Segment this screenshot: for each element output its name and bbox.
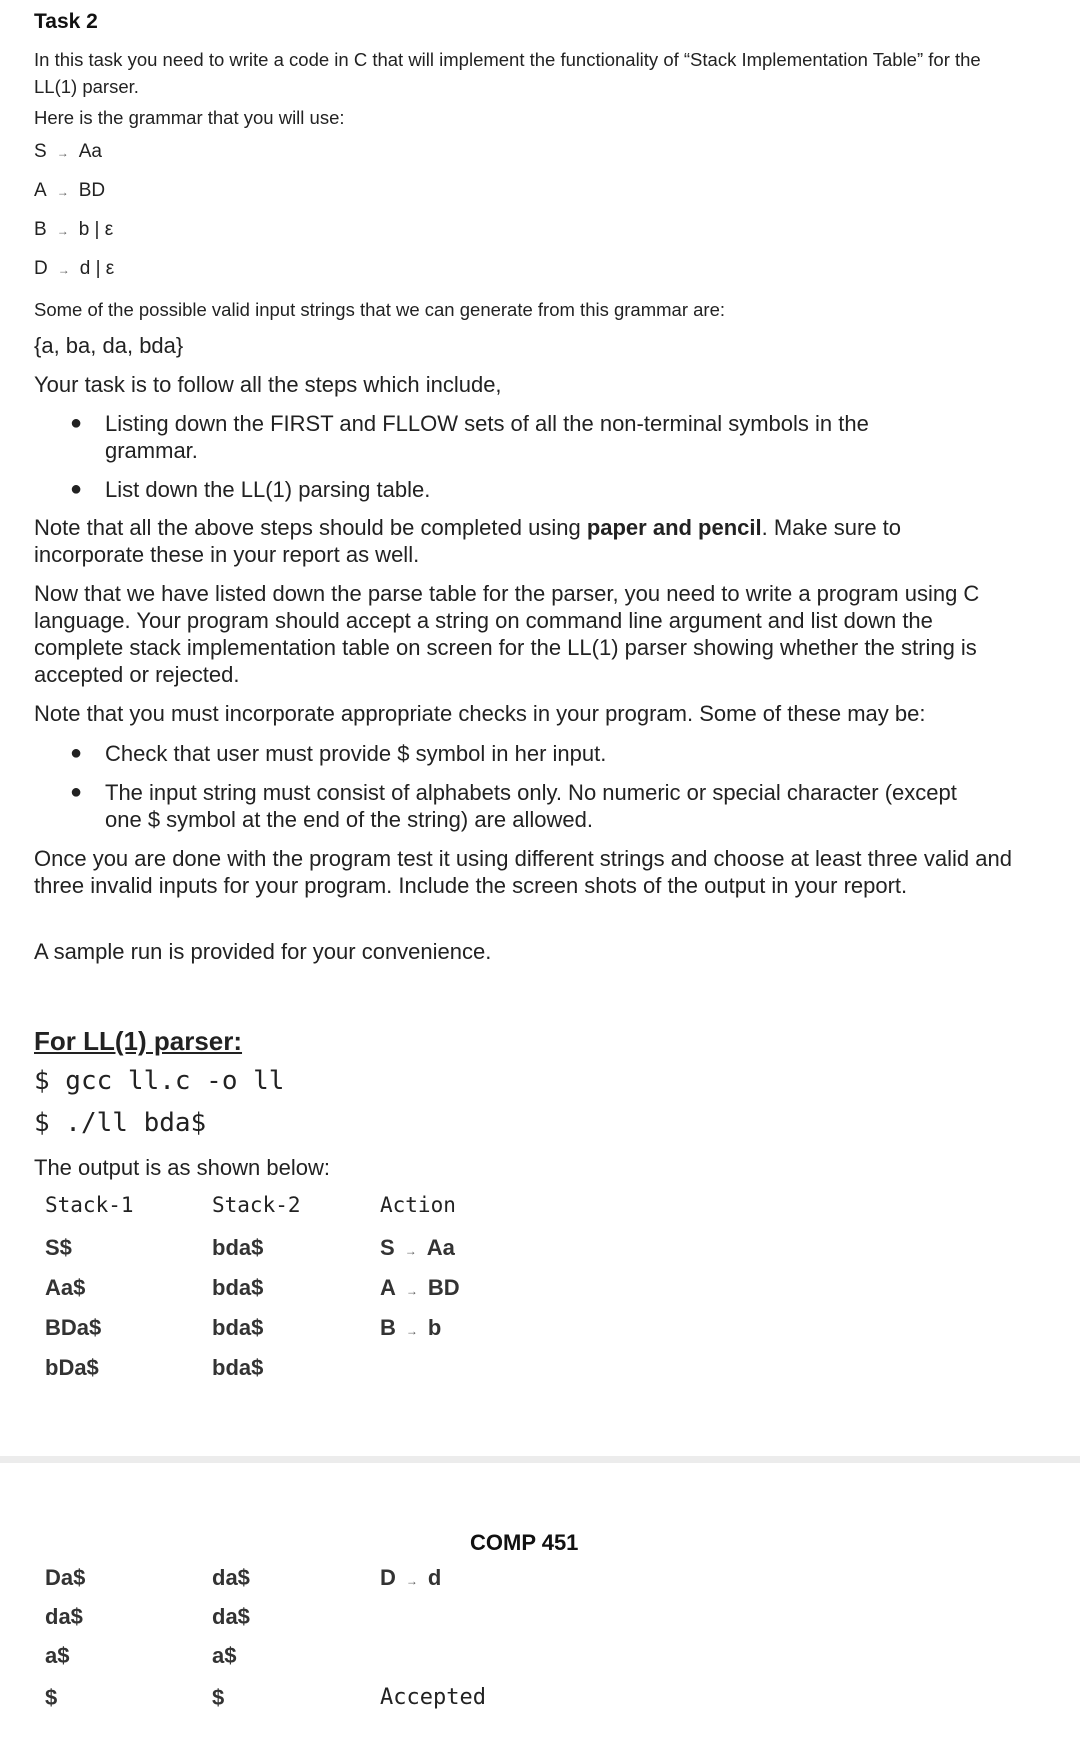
steps-intro: Your task is to follow all the steps which include, xyxy=(34,372,502,397)
list-item: ● The input string must consist of alphabets only. No numeric or special character (except one $ symbol at the end of the string) are allowed. xyxy=(70,780,957,832)
grammar-rule: S → Aa xyxy=(34,141,102,162)
bullet-icon: ● xyxy=(70,412,83,434)
note-paper: Note that all the above steps should be completed using paper and pencil. Make sure to incorporate these in your report as well. xyxy=(34,515,902,567)
column-header-stack2: Stack-2 xyxy=(212,1193,301,1217)
grammar-rule: B → b | ε xyxy=(34,219,114,240)
grammar-rule: D → d | ε xyxy=(34,258,115,279)
valid-strings: {a, ba, da, bda} xyxy=(34,333,184,358)
grammar-intro: Here is the grammar that you will use: xyxy=(34,107,345,128)
result-accepted: Accepted xyxy=(380,1685,486,1710)
list-item: ● List down the LL(1) parsing table. xyxy=(70,477,431,502)
sample-header: For LL(1) parser: xyxy=(34,1026,243,1056)
list-item: ● Check that user must provide $ symbol in her input. xyxy=(70,741,607,766)
bullet-icon: ● xyxy=(70,781,83,803)
task-title: Task 2 xyxy=(34,10,98,33)
checks-list xyxy=(70,740,1000,833)
list-item: ● Listing down the FIRST and FLLOW sets of all the non-terminal symbols in the grammar. xyxy=(70,411,869,463)
sample-intro: A sample run is provided for your convenience. xyxy=(34,939,492,964)
program-paragraph: Now that we have listed down the parse table for the parser, you need to write a program using C language. Your program should accept a string on command line argument and list down the complete stack implementation table on screen for the LL(1) parser showing whether the string is accepted or rejected. xyxy=(34,581,980,687)
intro-paragraph: In this task you need to write a code in C that will implement the functionality of “Stack Implementation Table” for the LL(1) parser. xyxy=(34,49,981,97)
column-header-stack1: Stack-1 xyxy=(45,1193,134,1217)
valid-strings-intro: Some of the possible valid input strings that we can generate from this grammar are: xyxy=(34,299,726,320)
steps-list xyxy=(70,410,1000,503)
page-label: COMP 451 xyxy=(470,1530,579,1555)
column-header-action: Action xyxy=(380,1193,456,1217)
grammar-rule: A → BD xyxy=(34,180,106,201)
run-command: $ ./ll bda$ xyxy=(34,1108,207,1138)
page-separator xyxy=(0,1456,1080,1463)
bullet-icon: ● xyxy=(70,742,83,764)
compile-command: $ gcc ll.c -o ll xyxy=(34,1066,285,1096)
checks-intro: Note that you must incorporate appropriate checks in your program. Some of these may be: xyxy=(34,701,926,726)
testing-paragraph: Once you are done with the program test it using different strings and choose at least three valid and three invalid inputs for your program. Include the screen shots of the output in your report. xyxy=(34,846,1012,898)
output-intro: The output is as shown below: xyxy=(34,1155,330,1180)
bullet-icon: ● xyxy=(70,478,83,500)
